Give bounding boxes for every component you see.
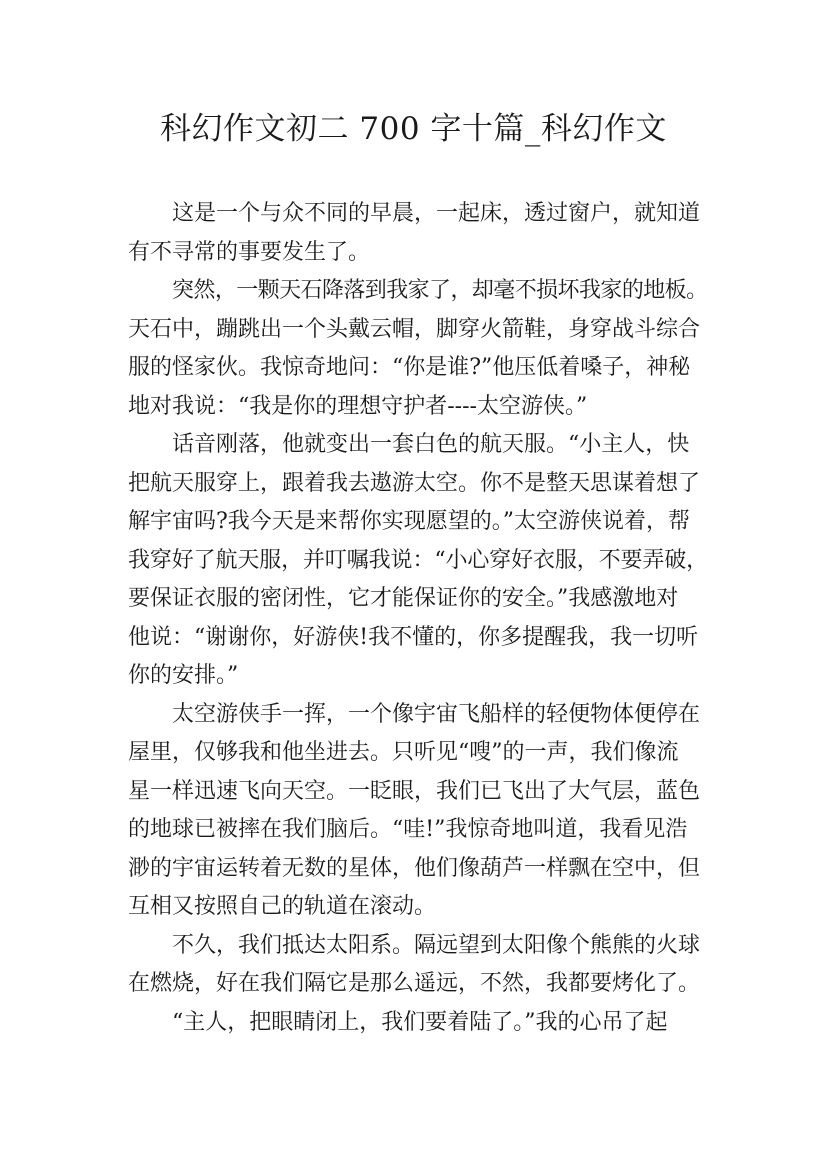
document-body	[128, 195, 708, 1042]
text-line: 不久，我们抵达太阳系。隔远望到太阳像个熊熊的火球	[172, 932, 701, 958]
text-line: 地对我说：“我是你的理想守护者----太空游侠。”	[128, 393, 588, 419]
text-line: 太空游侠手一挥，一个像宇宙飞船样的轻便物体便停在	[172, 701, 701, 727]
text-line: 有不寻常的事要发生了。	[128, 239, 371, 265]
text-line: 突然，一颗天石降落到我家了，却毫不损坏我家的地板。	[172, 278, 708, 303]
text-line: 的地球已被摔在我们脑后。“哇!”我惊奇地叫道，我看见浩	[128, 817, 688, 842]
document-title: 科幻作文初二 700 字十篇_科幻作文	[160, 111, 667, 147]
text-line: 我穿好了航天服，并叮嘱我说：“小心穿好衣服，不要弄破，	[128, 547, 708, 573]
text-line: 把航天服穿上，跟着我去遨游太空。你不是整天思谋着想了	[128, 470, 701, 496]
text-line: 他说：“谢谢你，好游侠!我不懂的，你多提醒我，我一切听	[128, 624, 699, 650]
text-line: 屋里，仅够我和他坐进去。只听见“嗖”的一声，我们像流	[128, 740, 679, 765]
text-line: 在燃烧，好在我们隔它是那么遥远，不然，我都要烤化了。	[128, 971, 701, 996]
text-line: 这是一个与众不同的早晨，一起床，透过窗户，就知道	[172, 201, 701, 226]
text-line: 星一样迅速飞向天空。一眨眼，我们已飞出了大气层，蓝色	[128, 778, 701, 804]
text-line: 天石中，蹦跳出一个头戴云帽，脚穿火箭鞋，身穿战斗综合	[128, 316, 701, 342]
text-line: 服的怪家伙。我惊奇地问：“你是谁?”他压低着嗓子，神秘	[128, 355, 691, 380]
text-line: “主人，把眼睛闭上，我们要着陆了。”我的心吊了起	[172, 1009, 668, 1035]
text-line: 解宇宙吗?我今天是来帮你实现愿望的。”太空游侠说着，帮	[128, 509, 691, 534]
text-line: 话音刚落，他就变出一套白色的航天服。“小主人，快	[172, 432, 690, 457]
text-line: 你的安排。”	[128, 663, 239, 688]
text-line: 互相又按照自己的轨道在滚动。	[128, 894, 437, 919]
text-line: 渺的宇宙运转着无数的星体，他们像葫芦一样飘在空中，但	[128, 855, 701, 881]
text-line: 要保证衣服的密闭性，它才能保证你的安全。”我感激地对	[128, 586, 679, 611]
